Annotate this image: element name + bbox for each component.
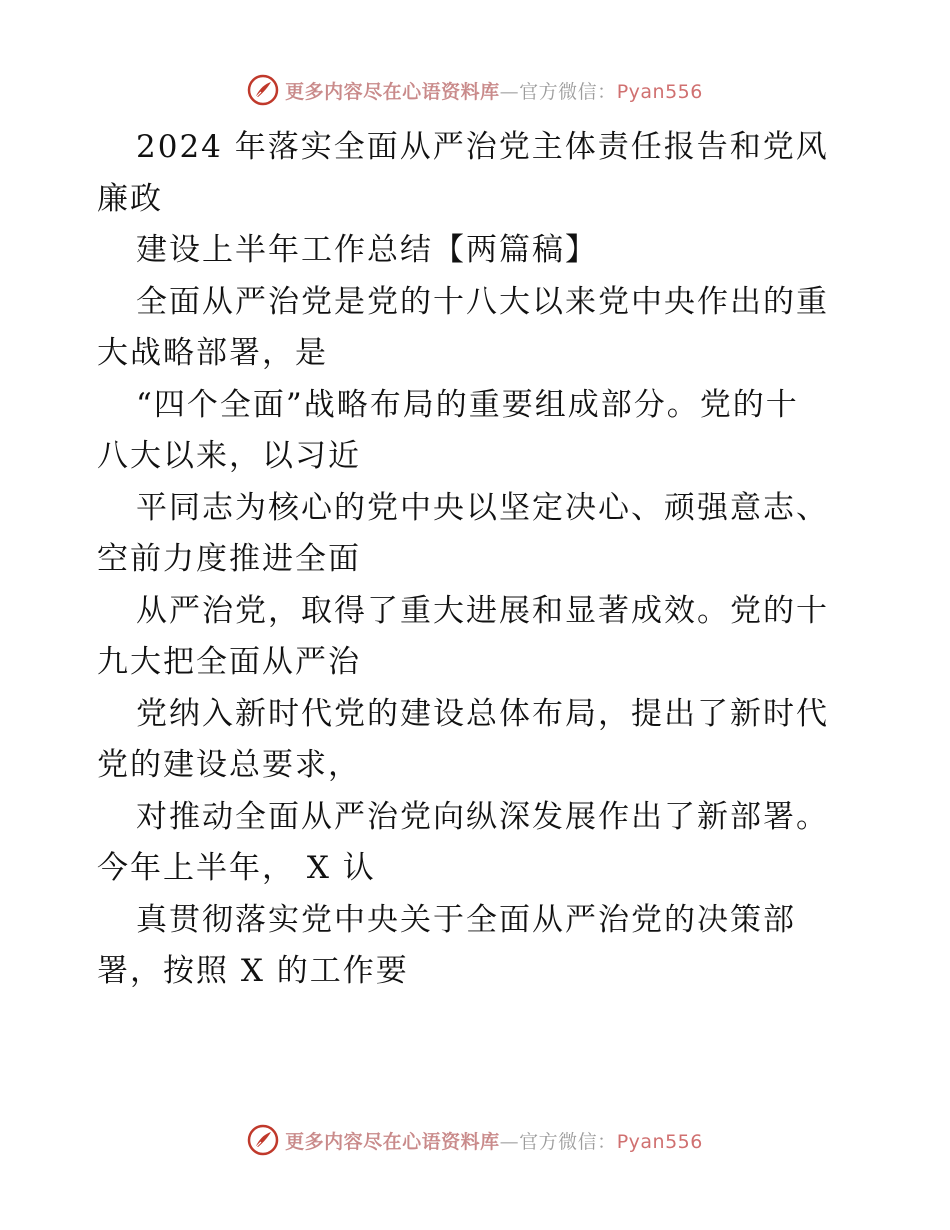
feather-logo-icon (247, 1124, 279, 1156)
footer-watermark (0, 1120, 950, 1160)
watermark-title: 更多内容尽在心语资料库 (285, 80, 500, 103)
watermark-wechat-id: Pyan556 (616, 80, 703, 103)
text-line: 九大把全面从严治 (97, 644, 361, 680)
text-line: 廉政 (97, 180, 163, 217)
text-line: “四个全面”战略布局的重要组成部分。党的十 (136, 386, 799, 423)
text-line: 从严治党，取得了重大进展和显著成效。党的十 (136, 592, 829, 629)
text-line: 全面从严治党是党的十八大以来党中央作出的重 (136, 283, 829, 320)
text-line: 2024 年落实全面从严治党主体责任报告和党风 (136, 129, 829, 165)
text-line: 对推动全面从严治党向纵深发展作出了新部署。 (136, 798, 829, 835)
text-line: 署，按照 X 的工作要 (97, 953, 409, 989)
text-line: 建设上半年工作总结【两篇稿】 (136, 232, 598, 268)
document-body (97, 122, 857, 998)
feather-logo-icon (247, 74, 279, 106)
header-watermark (0, 70, 950, 110)
watermark-wechat-label: 官方微信： (519, 80, 617, 103)
watermark-dash: — (499, 80, 520, 103)
text-line: 空前力度推进全面 (97, 541, 361, 577)
watermark-wechat-label: 官方微信： (519, 1130, 617, 1153)
text-line: 平同志为核心的党中央以坚定决心、顽强意志、 (136, 489, 829, 526)
text-line: 真贯彻落实党中央关于全面从严治党的决策部 (136, 901, 796, 938)
watermark-wechat-id: Pyan556 (616, 1130, 703, 1153)
watermark-title: 更多内容尽在心语资料库 (285, 1130, 500, 1153)
text-line: 大战略部署，是 (97, 335, 328, 371)
text-line: 今年上半年， X 认 (97, 850, 376, 886)
text-line: 八大以来，以习近 (97, 438, 361, 474)
text-line: 党纳入新时代党的建设总体布局，提出了新时代 (136, 695, 829, 732)
text-line: 党的建设总要求， (97, 747, 361, 783)
watermark-dash: — (499, 1130, 520, 1153)
